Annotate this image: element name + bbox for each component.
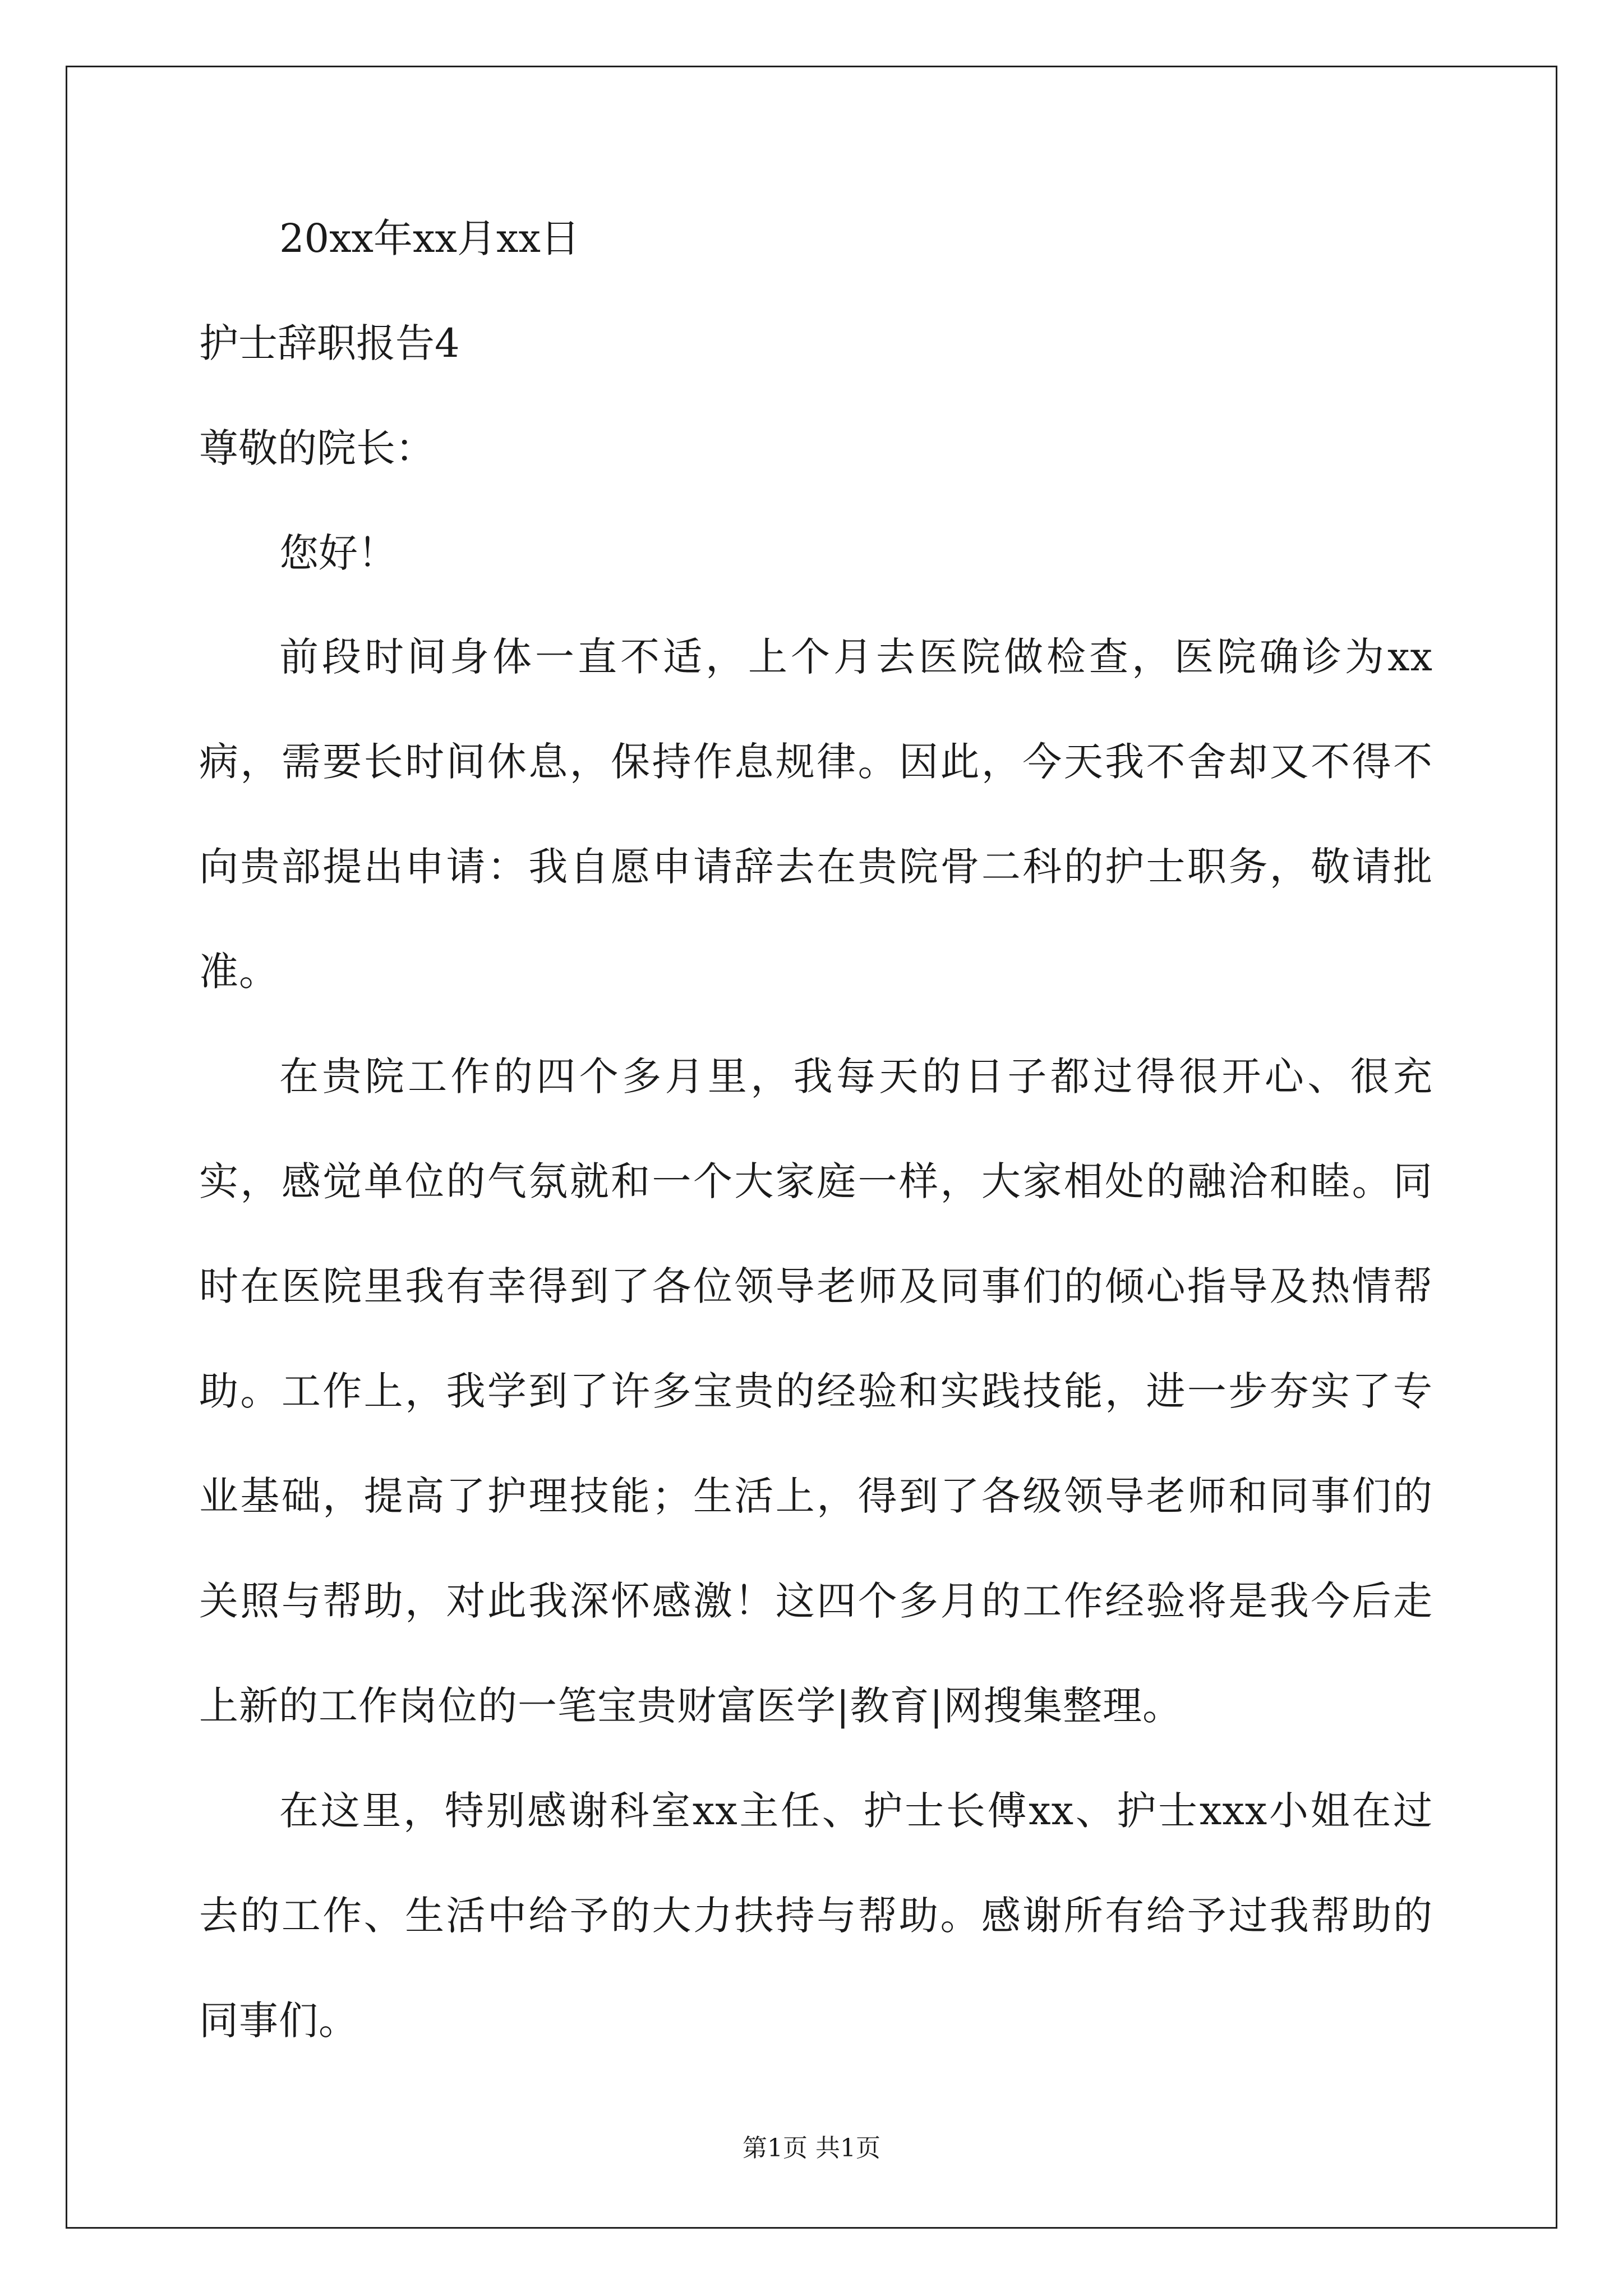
greeting: 您好！ [279,530,397,576]
document-body [199,213,1433,2073]
paragraph-3: 在这里，特别感谢科室xx主任、护士长傅xx、护士xxx小姐在过去的工作、生活中给予的大力扶持与帮助。感谢所有给予过我帮助的同事们。 [199,1788,1433,2044]
salutation: 尊敬的院长： [199,425,435,471]
page-footer: 第1页 共1页 [743,2134,880,2162]
paragraph-1: 前段时间身体一直不适，上个月去医院做检查，医院确诊为xx病，需要长时间休息，保持作息规律。因此，今天我不舍却又不得不向贵部提出申请：我自愿申请辞去在贵院骨二科的护士职务，敬请批准。 [199,634,1433,995]
document-title: 护士辞职报告4 [199,320,460,366]
document-date: 20xx年xx月xx日 [279,215,580,261]
paragraph-2: 在贵院工作的四个多月里，我每天的日子都过得很开心、很充实，感觉单位的气氛就和一个大家庭一样，大家相处的融洽和睦。同时在医院里我有幸得到了各位领导老师及同事们的倾心指导及热情帮助。工作上，我学到了许多宝贵的经验和实践技能，进一步夯实了专业基础，提高了护理技能；生活上，得到了各级领导老师和同事们的关照与帮助，对此我深怀感激！这四个多月的工作经验将是我今后走上新的工作岗位的一笔宝贵财富医学|教育|网搜集整理。 [199,1053,1433,1729]
